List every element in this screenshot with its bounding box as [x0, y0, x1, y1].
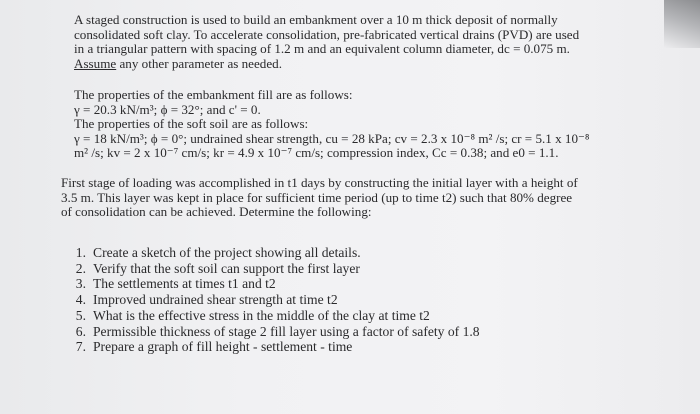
stage-line-3: of consolidation can be achieved. Determine the following: [61, 204, 372, 220]
task-text: Improved undrained shear strength at time t2 [93, 292, 338, 308]
task-number: 7. [75, 339, 86, 355]
task-number: 3. [75, 276, 86, 292]
task-number: 6. [75, 323, 86, 339]
task-text: What is the effective stress in the middle of the clay at time t2 [93, 307, 430, 323]
assume-rest: any other parameter as needed. [116, 55, 282, 71]
task-item [62, 308, 480, 324]
task-item [62, 292, 480, 308]
task-text: Prepare a graph of fill height - settlement - time [93, 339, 353, 355]
task-item [62, 276, 480, 292]
task-item [62, 245, 480, 261]
soil-properties-values-1: γ = 18 kN/m³; ϕ = 0°; undrained shear strength, cu = 28 kPa; cv = 2.3 x 10⁻⁸ m² /s; cr = 5.1 x 10⁻⁸ [74, 130, 590, 146]
fill-properties-heading: The properties of the embankment fill are as follows: [74, 87, 353, 102]
task-text: Permissible thickness of stage 2 fill layer using a factor of safety of 1.8 [93, 323, 480, 339]
page-corner-shadow [664, 0, 700, 48]
stage-description [61, 176, 636, 220]
task-number: 2. [75, 260, 86, 276]
fill-properties-values: γ = 20.3 kN/m³; ϕ = 32°; and c' = 0. [74, 101, 261, 117]
task-list [62, 245, 480, 355]
task-text: Verify that the soft soil can support the first layer [93, 260, 360, 276]
material-properties [74, 88, 634, 161]
task-number: 5. [75, 307, 86, 323]
soil-properties-heading: The properties of the soft soil are as follows: [74, 116, 309, 132]
assume-word: Assume [74, 55, 117, 71]
task-number: 1. [75, 245, 86, 260]
task-number: 4. [75, 292, 86, 308]
task-item [62, 261, 480, 277]
assume-line [74, 57, 634, 72]
intro-line-1: A staged construction is used to build an embankment over a 10 m thick deposit of normally [74, 12, 558, 27]
soil-properties-values-2: m² /s; kv = 2 x 10⁻⁷ cm/s; kr = 4.9 x 10⁻⁷ cm/s; compression index, Cc = 0.38; and e0 = 1.1. [74, 145, 559, 161]
task-text: Create a sketch of the project showing all details. [93, 245, 361, 260]
stage-line-2: 3.5 m. This layer was kept in place for sufficient time period (up to time t2) such that 80% degree [61, 189, 573, 205]
problem-intro [74, 13, 634, 71]
intro-line-3: in a triangular pattern with spacing of 1.2 m and an equivalent column diameter, dc = 0.075 m. [74, 41, 570, 57]
stage-line-1: First stage of loading was accomplished in t1 days by constructing the initial layer with a height of [61, 175, 578, 190]
intro-line-2: consolidated soft clay. To accelerate consolidation, pre-fabricated vertical drains (PVD) are used [74, 26, 580, 42]
task-item [62, 339, 480, 355]
task-text: The settlements at times t1 and t2 [93, 276, 276, 292]
task-item [62, 324, 480, 340]
